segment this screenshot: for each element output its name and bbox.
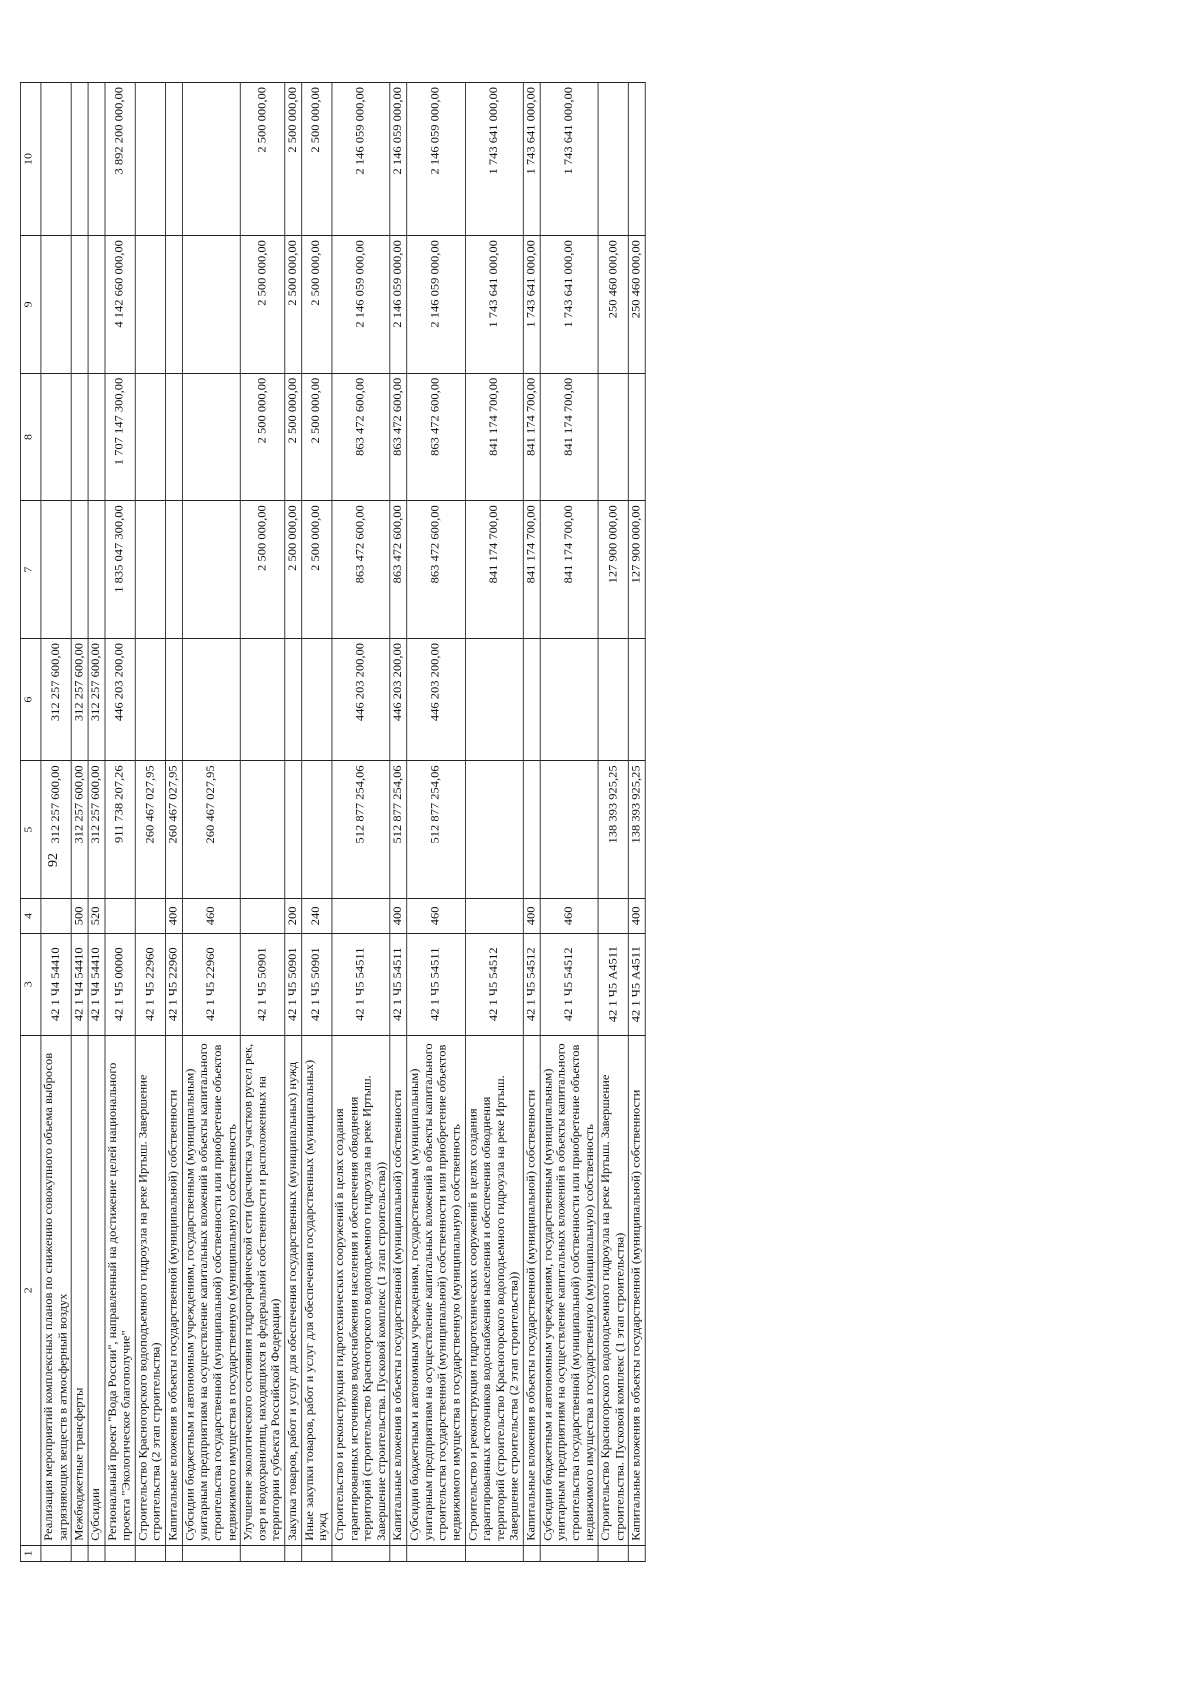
row-name-cell: Строительство и реконструкция гидротехнических сооружений в целях создания гарантированных источников водоснабжения населения и обеспечения обводнения территорий (строительство Красногорского водоподъемного гидроузла на реке Иртыш. Завершение строительства (2 этап строительства)): [465, 1035, 523, 1545]
amount-cell-col10: [71, 83, 88, 236]
target-article-code-cell: 42 1 Ч4 54410: [88, 933, 105, 1035]
amount-cell-col8: 2 500 000,00: [285, 373, 302, 501]
target-article-code-cell: 42 1 Ч5 22960: [182, 933, 240, 1035]
amount-cell-col6: [301, 638, 331, 760]
amount-cell-col9: 2 146 059 000,00: [332, 236, 390, 374]
table-header-row: [20, 83, 40, 1562]
amount-cell-col8: [598, 373, 628, 501]
amount-cell-col5: 138 393 925,25: [629, 761, 646, 899]
amount-cell-col6: 312 257 600,00: [71, 638, 88, 760]
amount-cell-col7: 863 472 600,00: [407, 501, 465, 639]
amount-cell-col8: [88, 373, 105, 501]
amount-cell-col5: [240, 761, 284, 899]
amount-cell-col8: 841 174 700,00: [465, 373, 523, 501]
amount-cell-col10: [182, 83, 240, 236]
target-article-code-cell: 42 1 Ч5 А4511: [598, 933, 628, 1035]
amount-cell-col5: 260 467 027,95: [166, 761, 183, 899]
row-index-cell: [390, 1545, 407, 1561]
expense-type-cell: [465, 899, 523, 934]
header-cell: 7: [20, 501, 40, 639]
amount-cell-col7: 1 835 047 300,00: [105, 501, 135, 639]
amount-cell-col7: 863 472 600,00: [332, 501, 390, 639]
target-article-code-cell: 42 1 Ч4 54410: [71, 933, 88, 1035]
amount-cell-col8: [135, 373, 165, 501]
row-index-cell: [523, 1545, 540, 1561]
amount-cell-col5: [523, 761, 540, 899]
amount-cell-col7: [166, 501, 183, 639]
amount-cell-col10: 1 743 641 000,00: [540, 83, 598, 236]
table-row: [41, 83, 71, 1562]
header-cell: 10: [20, 83, 40, 236]
amount-cell-col10: [41, 83, 71, 236]
amount-cell-col9: 1 743 641 000,00: [540, 236, 598, 374]
amount-cell-col10: 2 146 059 000,00: [407, 83, 465, 236]
amount-cell-col5: [285, 761, 302, 899]
table-row: [301, 83, 331, 1562]
row-index-cell: [182, 1545, 240, 1561]
row-index-cell: [407, 1545, 465, 1561]
row-index-cell: [135, 1545, 165, 1561]
expense-type-cell: 200: [285, 899, 302, 934]
table-row: [540, 83, 598, 1562]
amount-cell-col10: [135, 83, 165, 236]
target-article-code-cell: 42 1 Ч5 54512: [523, 933, 540, 1035]
amount-cell-col5: 512 877 254,06: [407, 761, 465, 899]
amount-cell-col8: [41, 373, 71, 501]
amount-cell-col9: 2 146 059 000,00: [390, 236, 407, 374]
amount-cell-col7: 2 500 000,00: [301, 501, 331, 639]
table-row: [135, 83, 165, 1562]
amount-cell-col9: 250 460 000,00: [629, 236, 646, 374]
row-index-cell: [240, 1545, 284, 1561]
target-article-code-cell: 42 1 Ч5 50901: [240, 933, 284, 1035]
amount-cell-col9: 4 142 660 000,00: [105, 236, 135, 374]
amount-cell-col8: 841 174 700,00: [540, 373, 598, 501]
expense-type-cell: 240: [301, 899, 331, 934]
row-name-cell: Реализация мероприятий комплексных планов по снижению совокупного объема выбросов загрязняющих веществ в атмосферный воздух: [41, 1035, 71, 1545]
target-article-code-cell: 42 1 Ч5 54512: [465, 933, 523, 1035]
expense-type-cell: 500: [71, 899, 88, 934]
amount-cell-col6: 446 203 200,00: [407, 638, 465, 760]
table-row: [105, 83, 135, 1562]
table-row: [390, 83, 407, 1562]
amount-cell-col10: [629, 83, 646, 236]
amount-cell-col6: [285, 638, 302, 760]
row-name-cell: Субсидии бюджетным и автономным учреждениям, государственным (муниципальным) унитарным предприятиям на осуществление капитальных вложений в объекты капитального строительства государственной (муниципальной) собственности или приобретение объектов недвижимого имущества в государственную (муниципальную) собственность: [540, 1035, 598, 1545]
amount-cell-col7: [88, 501, 105, 639]
expense-type-cell: [135, 899, 165, 934]
amount-cell-col6: [540, 638, 598, 760]
amount-cell-col9: 1 743 641 000,00: [523, 236, 540, 374]
amount-cell-col10: 2 146 059 000,00: [390, 83, 407, 236]
amount-cell-col5: 260 467 027,95: [135, 761, 165, 899]
row-name-cell: Субсидии бюджетным и автономным учреждениям, государственным (муниципальным) унитарным предприятиям на осуществление капитальных вложений в объекты капитального строительства государственной (муниципальной) собственности или приобретение объектов недвижимого имущества в государственную (муниципальную) собственность: [182, 1035, 240, 1545]
amount-cell-col7: [71, 501, 88, 639]
header-cell: 6: [20, 638, 40, 760]
amount-cell-col9: 2 500 000,00: [301, 236, 331, 374]
header-cell: 4: [20, 899, 40, 934]
expense-type-cell: 400: [390, 899, 407, 934]
budget-table: [20, 82, 646, 1562]
row-name-cell: Строительство и реконструкция гидротехнических сооружений в целях создания гарантированных источников водоснабжения населения и обеспечения обводнения территорий (строительство Красногорского водоподъемного гидроузла на реке Иртыш. Завершение строительства. Пусковой комплекс (1 этап строительства)): [332, 1035, 390, 1545]
amount-cell-col6: 446 203 200,00: [332, 638, 390, 760]
amount-cell-col10: 2 500 000,00: [301, 83, 331, 236]
amount-cell-col5: 312 257 600,00: [71, 761, 88, 899]
amount-cell-col8: 841 174 700,00: [523, 373, 540, 501]
amount-cell-col6: 446 203 200,00: [105, 638, 135, 760]
row-index-cell: [71, 1545, 88, 1561]
amount-cell-col8: 2 500 000,00: [301, 373, 331, 501]
amount-cell-col6: [240, 638, 284, 760]
table-row: [523, 83, 540, 1562]
row-index-cell: [301, 1545, 331, 1561]
expense-type-cell: [105, 899, 135, 934]
amount-cell-col5: 312 257 600,00: [41, 761, 71, 899]
expense-type-cell: [240, 899, 284, 934]
amount-cell-col5: [540, 761, 598, 899]
table-row: [285, 83, 302, 1562]
amount-cell-col6: 312 257 600,00: [41, 638, 71, 760]
row-name-cell: Строительство Красногорского водоподъемного гидроузла на реке Иртыш. Завершение строительства. Пусковой комплекс (1 этап строительства): [598, 1035, 628, 1545]
row-name-cell: Субсидии бюджетным и автономным учреждениям, государственным (муниципальным) унитарным предприятиям на осуществление капитальных вложений в объекты капитального строительства государственной (муниципальной) собственности или приобретение объектов недвижимого имущества в государственную (муниципальную) собственность: [407, 1035, 465, 1545]
amount-cell-col9: [71, 236, 88, 374]
amount-cell-col5: 138 393 925,25: [598, 761, 628, 899]
amount-cell-col5: 260 467 027,95: [182, 761, 240, 899]
amount-cell-col10: 2 146 059 000,00: [332, 83, 390, 236]
table-row: [240, 83, 284, 1562]
header-cell: 9: [20, 236, 40, 374]
amount-cell-col6: [182, 638, 240, 760]
rotated-page: [20, 82, 955, 1562]
amount-cell-col5: [301, 761, 331, 899]
amount-cell-col9: [135, 236, 165, 374]
amount-cell-col7: [41, 501, 71, 639]
row-index-cell: [629, 1545, 646, 1561]
amount-cell-col6: [166, 638, 183, 760]
amount-cell-col7: 2 500 000,00: [240, 501, 284, 639]
amount-cell-col10: 1 743 641 000,00: [465, 83, 523, 236]
row-index-cell: [332, 1545, 390, 1561]
table-row: [598, 83, 628, 1562]
amount-cell-col8: [71, 373, 88, 501]
amount-cell-col6: [465, 638, 523, 760]
expense-type-cell: [332, 899, 390, 934]
target-article-code-cell: 42 1 Ч5 50901: [301, 933, 331, 1035]
amount-cell-col6: [135, 638, 165, 760]
amount-cell-col5: 911 738 207,26: [105, 761, 135, 899]
row-name-cell: Строительство Красногорского водоподъемного гидроузла на реке Иртыш. Завершение строительства (2 этап строительства): [135, 1035, 165, 1545]
row-index-cell: [166, 1545, 183, 1561]
target-article-code-cell: 42 1 Ч5 54511: [332, 933, 390, 1035]
target-article-code-cell: 42 1 Ч5 50901: [285, 933, 302, 1035]
row-name-cell: Региональный проект "Вода России", направленный на достижение целей национального проекта "Экологическое благополучие": [105, 1035, 135, 1545]
amount-cell-col7: 841 174 700,00: [465, 501, 523, 639]
table-row: [71, 83, 88, 1562]
header-cell: 2: [20, 1035, 40, 1545]
amount-cell-col6: [598, 638, 628, 760]
target-article-code-cell: 42 1 Ч5 А4511: [629, 933, 646, 1035]
row-name-cell: Капитальные вложения в объекты государственной (муниципальной) собственности: [629, 1035, 646, 1545]
amount-cell-col9: [88, 236, 105, 374]
amount-cell-col6: 446 203 200,00: [390, 638, 407, 760]
target-article-code-cell: 42 1 Ч4 54410: [41, 933, 71, 1035]
row-index-cell: [105, 1545, 135, 1561]
table-row: [182, 83, 240, 1562]
amount-cell-col9: 2 500 000,00: [240, 236, 284, 374]
target-article-code-cell: 42 1 Ч5 00000: [105, 933, 135, 1035]
amount-cell-col9: [182, 236, 240, 374]
expense-type-cell: 460: [407, 899, 465, 934]
table-row: [88, 83, 105, 1562]
row-name-cell: Иные закупки товаров, работ и услуг для обеспечения государственных (муниципальных) нужд: [301, 1035, 331, 1545]
amount-cell-col9: 250 460 000,00: [598, 236, 628, 374]
expense-type-cell: 400: [166, 899, 183, 934]
amount-cell-col10: [88, 83, 105, 236]
amount-cell-col5: [465, 761, 523, 899]
amount-cell-col8: [166, 373, 183, 501]
table-row: [332, 83, 390, 1562]
table-row: [629, 83, 646, 1562]
amount-cell-col10: 1 743 641 000,00: [523, 83, 540, 236]
amount-cell-col7: 2 500 000,00: [285, 501, 302, 639]
row-name-cell: Межбюджетные трансферты: [71, 1035, 88, 1545]
amount-cell-col7: 127 900 000,00: [598, 501, 628, 639]
row-index-cell: [540, 1545, 598, 1561]
amount-cell-col6: [629, 638, 646, 760]
amount-cell-col7: 841 174 700,00: [540, 501, 598, 639]
expense-type-cell: 400: [523, 899, 540, 934]
row-index-cell: [285, 1545, 302, 1561]
table-row: [407, 83, 465, 1562]
amount-cell-col8: 2 500 000,00: [240, 373, 284, 501]
expense-type-cell: 520: [88, 899, 105, 934]
amount-cell-col8: 863 472 600,00: [407, 373, 465, 501]
amount-cell-col6: 312 257 600,00: [88, 638, 105, 760]
amount-cell-col8: [182, 373, 240, 501]
row-name-cell: Субсидии: [88, 1035, 105, 1545]
amount-cell-col8: 863 472 600,00: [390, 373, 407, 501]
amount-cell-col8: 1 707 147 300,00: [105, 373, 135, 501]
amount-cell-col7: [182, 501, 240, 639]
amount-cell-col9: 2 500 000,00: [285, 236, 302, 374]
amount-cell-col9: 1 743 641 000,00: [465, 236, 523, 374]
amount-cell-col5: 512 877 254,06: [390, 761, 407, 899]
amount-cell-col7: 841 174 700,00: [523, 501, 540, 639]
amount-cell-col7: 127 900 000,00: [629, 501, 646, 639]
amount-cell-col10: 3 892 200 000,00: [105, 83, 135, 236]
amount-cell-col7: 863 472 600,00: [390, 501, 407, 639]
row-name-cell: Капитальные вложения в объекты государственной (муниципальной) собственности: [390, 1035, 407, 1545]
header-cell: 1: [20, 1545, 40, 1561]
expense-type-cell: 460: [540, 899, 598, 934]
target-article-code-cell: 42 1 Ч5 22960: [135, 933, 165, 1035]
amount-cell-col8: [629, 373, 646, 501]
amount-cell-col6: [523, 638, 540, 760]
header-cell: 8: [20, 373, 40, 501]
amount-cell-col10: 2 500 000,00: [240, 83, 284, 236]
target-article-code-cell: 42 1 Ч5 54511: [390, 933, 407, 1035]
target-article-code-cell: 42 1 Ч5 54512: [540, 933, 598, 1035]
page-number: 92: [46, 853, 61, 867]
expense-type-cell: 400: [629, 899, 646, 934]
table-row: [465, 83, 523, 1562]
amount-cell-col10: [598, 83, 628, 236]
amount-cell-col5: 512 877 254,06: [332, 761, 390, 899]
row-index-cell: [598, 1545, 628, 1561]
row-index-cell: [465, 1545, 523, 1561]
row-index-cell: [41, 1545, 71, 1561]
header-cell: 3: [20, 933, 40, 1035]
target-article-code-cell: 42 1 Ч5 22960: [166, 933, 183, 1035]
expense-type-cell: 460: [182, 899, 240, 934]
amount-cell-col10: 2 500 000,00: [285, 83, 302, 236]
row-name-cell: Улучшение экологического состояния гидрографической сети (расчистка участков русел рек, озер и водохранилищ, находящихся в федеральной собственности и расположенных на территории субъекта Российской Федерации): [240, 1035, 284, 1545]
amount-cell-col9: 2 146 059 000,00: [407, 236, 465, 374]
row-name-cell: Закупка товаров, работ и услуг для обеспечения государственных (муниципальных) нужд: [285, 1035, 302, 1545]
row-name-cell: Капитальные вложения в объекты государственной (муниципальной) собственности: [166, 1035, 183, 1545]
expense-type-cell: [41, 899, 71, 934]
header-cell: 5: [20, 761, 40, 899]
amount-cell-col9: [41, 236, 71, 374]
row-name-cell: Капитальные вложения в объекты государственной (муниципальной) собственности: [523, 1035, 540, 1545]
amount-cell-col7: [135, 501, 165, 639]
amount-cell-col8: 863 472 600,00: [332, 373, 390, 501]
target-article-code-cell: 42 1 Ч5 54511: [407, 933, 465, 1035]
row-index-cell: [88, 1545, 105, 1561]
expense-type-cell: [598, 899, 628, 934]
table-row: [166, 83, 183, 1562]
amount-cell-col9: [166, 236, 183, 374]
amount-cell-col5: 312 257 600,00: [88, 761, 105, 899]
amount-cell-col10: [166, 83, 183, 236]
